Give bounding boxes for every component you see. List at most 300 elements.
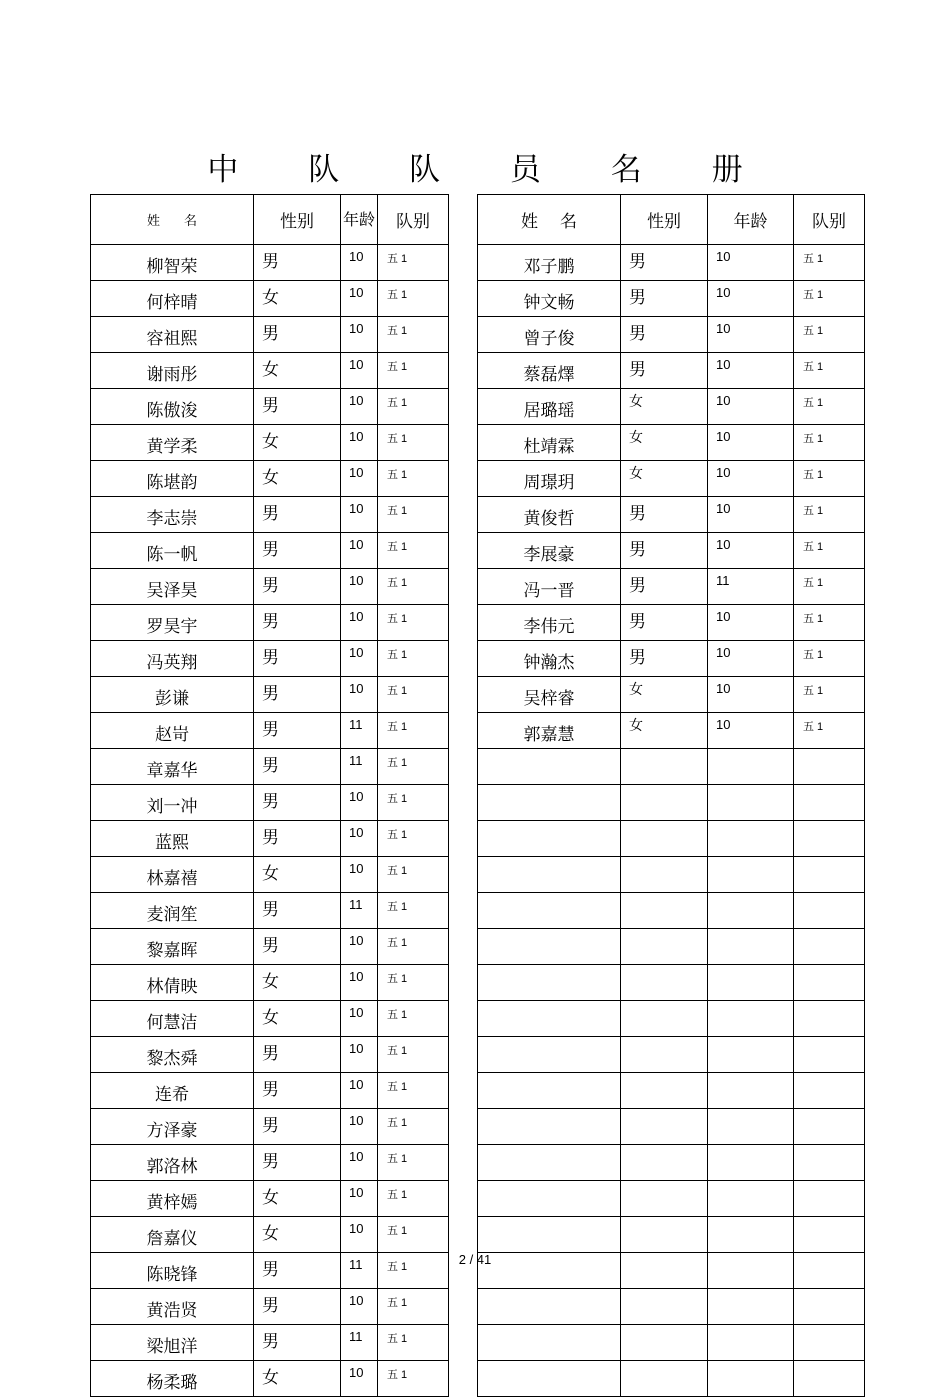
cell-team bbox=[794, 785, 865, 821]
cell-team bbox=[794, 965, 865, 1001]
table-row bbox=[478, 317, 865, 353]
cell-name bbox=[478, 929, 621, 965]
page-title: 中 队 队 员 名 册 bbox=[207, 152, 773, 188]
cell-age: 10 bbox=[708, 641, 794, 677]
cell-age: 10 bbox=[708, 533, 794, 569]
cell-name: 黎嘉晖 bbox=[91, 929, 254, 965]
cell-age: 10 bbox=[341, 1181, 378, 1217]
cell-team bbox=[794, 1181, 865, 1217]
cell-sex bbox=[621, 1073, 708, 1109]
cell-name: 连希 bbox=[91, 1073, 254, 1109]
cell-age: 10 bbox=[708, 497, 794, 533]
table-row bbox=[91, 317, 449, 353]
cell-sex: 男 bbox=[621, 533, 708, 569]
cell-age: 11 bbox=[708, 569, 794, 605]
cell-sex: 男 bbox=[254, 1145, 341, 1181]
cell-name bbox=[478, 1001, 621, 1037]
cell-sex: 女 bbox=[254, 425, 341, 461]
table-row bbox=[91, 245, 449, 281]
cell-age: 11 bbox=[341, 713, 378, 749]
cell-team bbox=[794, 1325, 865, 1361]
table-row bbox=[91, 533, 449, 569]
cell-name: 杨柔璐 bbox=[91, 1361, 254, 1397]
cell-age: 10 bbox=[708, 677, 794, 713]
cell-age: 10 bbox=[341, 569, 378, 605]
cell-age bbox=[708, 1145, 794, 1181]
cell-sex: 女 bbox=[254, 281, 341, 317]
table-row bbox=[478, 1037, 865, 1073]
table-row bbox=[91, 1361, 449, 1397]
cell-team: 五 1 bbox=[378, 425, 449, 461]
cell-sex: 男 bbox=[621, 641, 708, 677]
roster-table-left bbox=[90, 194, 449, 1397]
table-row bbox=[478, 713, 865, 749]
table-row bbox=[91, 1109, 449, 1145]
cell-sex bbox=[621, 1361, 708, 1397]
cell-age: 10 bbox=[341, 1289, 378, 1325]
table-row bbox=[91, 1325, 449, 1361]
header-team: 队别 bbox=[794, 195, 865, 245]
cell-name bbox=[478, 1361, 621, 1397]
cell-sex: 女 bbox=[254, 965, 341, 1001]
table-row bbox=[91, 569, 449, 605]
cell-name bbox=[478, 857, 621, 893]
cell-sex: 男 bbox=[621, 317, 708, 353]
table-row bbox=[91, 785, 449, 821]
cell-name: 黄俊哲 bbox=[478, 497, 621, 533]
cell-name: 陈晓锋 bbox=[91, 1253, 254, 1289]
table-row bbox=[91, 893, 449, 929]
table-row bbox=[91, 461, 449, 497]
cell-age: 10 bbox=[341, 677, 378, 713]
header-sex: 性别 bbox=[254, 195, 341, 245]
cell-age: 10 bbox=[708, 281, 794, 317]
cell-name: 何梓晴 bbox=[91, 281, 254, 317]
table-row bbox=[478, 281, 865, 317]
cell-age: 10 bbox=[708, 317, 794, 353]
table-row bbox=[478, 749, 865, 785]
cell-age: 10 bbox=[341, 1001, 378, 1037]
cell-age: 10 bbox=[341, 425, 378, 461]
cell-name bbox=[478, 1145, 621, 1181]
cell-age: 10 bbox=[341, 1217, 378, 1253]
cell-name bbox=[478, 893, 621, 929]
cell-team: 五 1 bbox=[794, 497, 865, 533]
cell-sex bbox=[621, 1289, 708, 1325]
cell-name: 陈傲浚 bbox=[91, 389, 254, 425]
cell-name: 麦润笙 bbox=[91, 893, 254, 929]
cell-team: 五 1 bbox=[378, 245, 449, 281]
cell-name bbox=[478, 1289, 621, 1325]
cell-team: 五 1 bbox=[378, 1001, 449, 1037]
cell-sex bbox=[621, 1001, 708, 1037]
cell-name: 李展豪 bbox=[478, 533, 621, 569]
cell-team: 五 1 bbox=[378, 749, 449, 785]
table-row bbox=[91, 821, 449, 857]
cell-sex: 男 bbox=[254, 749, 341, 785]
cell-name: 冯英翔 bbox=[91, 641, 254, 677]
cell-age bbox=[708, 1181, 794, 1217]
table-row bbox=[478, 929, 865, 965]
cell-sex: 男 bbox=[254, 1325, 341, 1361]
cell-sex: 男 bbox=[621, 353, 708, 389]
cell-name: 方泽豪 bbox=[91, 1109, 254, 1145]
table-row bbox=[478, 677, 865, 713]
cell-sex: 男 bbox=[254, 641, 341, 677]
cell-team: 五 1 bbox=[794, 317, 865, 353]
cell-name bbox=[478, 785, 621, 821]
table-row bbox=[478, 1145, 865, 1181]
table-row bbox=[91, 713, 449, 749]
cell-name: 彭谦 bbox=[91, 677, 254, 713]
cell-team: 五 1 bbox=[378, 821, 449, 857]
cell-sex: 男 bbox=[254, 1037, 341, 1073]
cell-team: 五 1 bbox=[378, 1361, 449, 1397]
cell-team bbox=[794, 929, 865, 965]
cell-name: 黄学柔 bbox=[91, 425, 254, 461]
cell-age bbox=[708, 1073, 794, 1109]
table-row bbox=[478, 1289, 865, 1325]
table-row bbox=[91, 605, 449, 641]
cell-team bbox=[794, 1037, 865, 1073]
cell-sex bbox=[621, 1181, 708, 1217]
table-row bbox=[91, 1001, 449, 1037]
cell-age: 10 bbox=[708, 425, 794, 461]
cell-team bbox=[794, 1289, 865, 1325]
cell-sex bbox=[621, 929, 708, 965]
header-age: 年龄 bbox=[708, 195, 794, 245]
cell-sex: 女 bbox=[254, 1181, 341, 1217]
cell-sex bbox=[621, 821, 708, 857]
cell-sex bbox=[621, 965, 708, 1001]
cell-sex: 女 bbox=[621, 389, 708, 425]
table-row bbox=[91, 353, 449, 389]
cell-team: 五 1 bbox=[794, 353, 865, 389]
table-row bbox=[91, 1037, 449, 1073]
cell-sex: 男 bbox=[254, 785, 341, 821]
cell-team: 五 1 bbox=[794, 569, 865, 605]
cell-age bbox=[708, 929, 794, 965]
cell-age: 10 bbox=[341, 1073, 378, 1109]
cell-name: 钟文畅 bbox=[478, 281, 621, 317]
roster-table-right bbox=[477, 194, 865, 1397]
cell-name: 吴梓睿 bbox=[478, 677, 621, 713]
cell-sex bbox=[621, 1217, 708, 1253]
cell-team bbox=[794, 1001, 865, 1037]
table-row bbox=[478, 389, 865, 425]
cell-sex: 男 bbox=[254, 1109, 341, 1145]
cell-sex: 女 bbox=[621, 425, 708, 461]
cell-team: 五 1 bbox=[378, 533, 449, 569]
cell-name: 谢雨彤 bbox=[91, 353, 254, 389]
cell-team: 五 1 bbox=[378, 1109, 449, 1145]
cell-team: 五 1 bbox=[378, 1037, 449, 1073]
cell-age bbox=[708, 893, 794, 929]
cell-team: 五 1 bbox=[378, 713, 449, 749]
cell-age: 10 bbox=[341, 785, 378, 821]
cell-team: 五 1 bbox=[378, 1073, 449, 1109]
table-row bbox=[478, 425, 865, 461]
table-row bbox=[91, 749, 449, 785]
cell-age: 10 bbox=[341, 533, 378, 569]
cell-sex: 男 bbox=[621, 497, 708, 533]
cell-name bbox=[478, 1325, 621, 1361]
table-row bbox=[91, 929, 449, 965]
header-team: 队别 bbox=[378, 195, 449, 245]
cell-age: 10 bbox=[341, 641, 378, 677]
cell-team: 五 1 bbox=[378, 965, 449, 1001]
cell-name bbox=[478, 1217, 621, 1253]
cell-sex: 女 bbox=[254, 857, 341, 893]
cell-team: 五 1 bbox=[378, 497, 449, 533]
cell-name: 黄浩贤 bbox=[91, 1289, 254, 1325]
cell-sex: 男 bbox=[254, 929, 341, 965]
cell-age: 10 bbox=[708, 461, 794, 497]
cell-sex: 男 bbox=[254, 389, 341, 425]
cell-age: 10 bbox=[341, 461, 378, 497]
table-row bbox=[478, 1109, 865, 1145]
page-number: 2 / 41 bbox=[458, 1252, 492, 1267]
cell-name: 刘一冲 bbox=[91, 785, 254, 821]
cell-age: 10 bbox=[341, 281, 378, 317]
cell-sex: 男 bbox=[254, 893, 341, 929]
table-row bbox=[478, 569, 865, 605]
cell-name: 蔡磊燡 bbox=[478, 353, 621, 389]
cell-team: 五 1 bbox=[794, 605, 865, 641]
cell-team: 五 1 bbox=[378, 677, 449, 713]
table-row bbox=[478, 497, 865, 533]
cell-age bbox=[708, 1361, 794, 1397]
table-row bbox=[478, 893, 865, 929]
cell-team: 五 1 bbox=[378, 1253, 449, 1289]
cell-name: 林倩映 bbox=[91, 965, 254, 1001]
cell-name: 黄梓嫣 bbox=[91, 1181, 254, 1217]
table-row bbox=[478, 1361, 865, 1397]
cell-sex: 女 bbox=[254, 461, 341, 497]
cell-name: 罗昊宇 bbox=[91, 605, 254, 641]
header-name: 姓名 bbox=[91, 195, 254, 245]
cell-team: 五 1 bbox=[378, 605, 449, 641]
cell-age bbox=[708, 1289, 794, 1325]
cell-sex: 女 bbox=[254, 353, 341, 389]
cell-age: 10 bbox=[341, 605, 378, 641]
cell-team: 五 1 bbox=[378, 389, 449, 425]
cell-age: 10 bbox=[341, 389, 378, 425]
cell-sex bbox=[621, 785, 708, 821]
cell-team bbox=[794, 1145, 865, 1181]
cell-name: 李志崇 bbox=[91, 497, 254, 533]
cell-age: 10 bbox=[341, 497, 378, 533]
table-row bbox=[91, 965, 449, 1001]
cell-age: 10 bbox=[341, 317, 378, 353]
cell-team: 五 1 bbox=[794, 533, 865, 569]
cell-age: 10 bbox=[341, 353, 378, 389]
cell-name bbox=[478, 1181, 621, 1217]
cell-team: 五 1 bbox=[378, 317, 449, 353]
cell-sex: 女 bbox=[621, 461, 708, 497]
cell-name: 李伟元 bbox=[478, 605, 621, 641]
cell-team: 五 1 bbox=[794, 389, 865, 425]
cell-sex: 男 bbox=[254, 569, 341, 605]
cell-team: 五 1 bbox=[378, 1289, 449, 1325]
table-row bbox=[478, 1001, 865, 1037]
cell-team bbox=[794, 893, 865, 929]
cell-team: 五 1 bbox=[378, 857, 449, 893]
table-row bbox=[478, 605, 865, 641]
cell-name: 邓子鹏 bbox=[478, 245, 621, 281]
cell-sex: 男 bbox=[254, 677, 341, 713]
cell-name: 周璟玥 bbox=[478, 461, 621, 497]
header-row bbox=[478, 195, 865, 245]
cell-name: 吴泽昊 bbox=[91, 569, 254, 605]
header-age: 年龄 bbox=[341, 195, 378, 245]
cell-team bbox=[794, 1109, 865, 1145]
cell-age: 10 bbox=[708, 713, 794, 749]
cell-team: 五 1 bbox=[378, 1325, 449, 1361]
cell-sex: 男 bbox=[254, 1253, 341, 1289]
cell-team: 五 1 bbox=[378, 353, 449, 389]
header-row bbox=[91, 195, 449, 245]
cell-team: 五 1 bbox=[794, 641, 865, 677]
table-row bbox=[478, 245, 865, 281]
cell-age bbox=[708, 749, 794, 785]
cell-team bbox=[794, 749, 865, 785]
cell-age: 10 bbox=[708, 605, 794, 641]
cell-team bbox=[794, 857, 865, 893]
cell-sex: 男 bbox=[254, 605, 341, 641]
cell-team bbox=[794, 1361, 865, 1397]
cell-age bbox=[708, 785, 794, 821]
cell-name bbox=[478, 821, 621, 857]
header-sex: 性别 bbox=[621, 195, 708, 245]
cell-name: 曾子俊 bbox=[478, 317, 621, 353]
cell-team: 五 1 bbox=[378, 281, 449, 317]
cell-age: 10 bbox=[341, 1145, 378, 1181]
cell-age bbox=[708, 821, 794, 857]
cell-name: 钟瀚杰 bbox=[478, 641, 621, 677]
cell-age bbox=[708, 1001, 794, 1037]
table-row bbox=[478, 857, 865, 893]
table-row bbox=[91, 389, 449, 425]
cell-team: 五 1 bbox=[378, 1217, 449, 1253]
table-row bbox=[478, 1181, 865, 1217]
cell-sex: 男 bbox=[621, 245, 708, 281]
cell-age bbox=[708, 1109, 794, 1145]
table-row bbox=[478, 965, 865, 1001]
cell-sex bbox=[621, 1037, 708, 1073]
cell-name: 柳智荣 bbox=[91, 245, 254, 281]
cell-age bbox=[708, 1217, 794, 1253]
table-row bbox=[91, 857, 449, 893]
cell-age: 10 bbox=[341, 821, 378, 857]
cell-age: 10 bbox=[341, 857, 378, 893]
cell-age bbox=[708, 1037, 794, 1073]
cell-team: 五 1 bbox=[794, 425, 865, 461]
cell-age: 10 bbox=[708, 353, 794, 389]
cell-age: 10 bbox=[708, 389, 794, 425]
cell-age: 10 bbox=[341, 1361, 378, 1397]
table-row bbox=[478, 353, 865, 389]
cell-sex bbox=[621, 1109, 708, 1145]
cell-name: 詹嘉仪 bbox=[91, 1217, 254, 1253]
cell-team: 五 1 bbox=[378, 461, 449, 497]
cell-team: 五 1 bbox=[794, 677, 865, 713]
cell-team: 五 1 bbox=[378, 641, 449, 677]
cell-sex bbox=[621, 857, 708, 893]
cell-name: 容祖熙 bbox=[91, 317, 254, 353]
cell-name: 冯一晋 bbox=[478, 569, 621, 605]
cell-sex: 女 bbox=[254, 1361, 341, 1397]
cell-age bbox=[708, 965, 794, 1001]
cell-team: 五 1 bbox=[378, 569, 449, 605]
cell-name: 居璐瑶 bbox=[478, 389, 621, 425]
table-row bbox=[91, 1181, 449, 1217]
cell-team: 五 1 bbox=[794, 245, 865, 281]
cell-sex: 男 bbox=[621, 605, 708, 641]
cell-age: 10 bbox=[341, 929, 378, 965]
cell-age: 10 bbox=[341, 245, 378, 281]
cell-name: 林嘉禧 bbox=[91, 857, 254, 893]
cell-name bbox=[478, 1109, 621, 1145]
table-row bbox=[91, 497, 449, 533]
table-row bbox=[478, 1325, 865, 1361]
cell-sex bbox=[621, 1145, 708, 1181]
cell-sex bbox=[621, 749, 708, 785]
cell-team bbox=[794, 1217, 865, 1253]
cell-sex: 男 bbox=[254, 317, 341, 353]
cell-name: 何慧洁 bbox=[91, 1001, 254, 1037]
cell-age bbox=[708, 857, 794, 893]
table-row bbox=[91, 1217, 449, 1253]
table-row bbox=[478, 461, 865, 497]
cell-team: 五 1 bbox=[794, 461, 865, 497]
cell-name: 陈一帆 bbox=[91, 533, 254, 569]
cell-sex: 男 bbox=[254, 821, 341, 857]
table-row bbox=[478, 821, 865, 857]
header-name: 姓名 bbox=[478, 195, 621, 245]
cell-name: 郭洛林 bbox=[91, 1145, 254, 1181]
cell-name: 陈堪韵 bbox=[91, 461, 254, 497]
cell-name bbox=[478, 965, 621, 1001]
cell-sex: 女 bbox=[621, 713, 708, 749]
cell-age: 10 bbox=[341, 1109, 378, 1145]
cell-age: 11 bbox=[341, 1325, 378, 1361]
table-row bbox=[478, 1073, 865, 1109]
cell-team bbox=[794, 821, 865, 857]
cell-age: 11 bbox=[341, 893, 378, 929]
cell-sex: 男 bbox=[254, 1289, 341, 1325]
cell-team bbox=[794, 1073, 865, 1109]
table-row bbox=[91, 1073, 449, 1109]
cell-age: 10 bbox=[341, 1037, 378, 1073]
cell-sex: 女 bbox=[621, 677, 708, 713]
cell-sex bbox=[621, 893, 708, 929]
cell-sex: 男 bbox=[621, 281, 708, 317]
cell-age: 11 bbox=[341, 749, 378, 785]
cell-age: 10 bbox=[708, 245, 794, 281]
cell-sex: 男 bbox=[254, 1073, 341, 1109]
cell-age: 10 bbox=[341, 965, 378, 1001]
cell-team: 五 1 bbox=[378, 1181, 449, 1217]
cell-name bbox=[478, 749, 621, 785]
cell-age: 11 bbox=[341, 1253, 378, 1289]
table-row bbox=[91, 677, 449, 713]
table-row bbox=[478, 785, 865, 821]
cell-name: 郭嘉慧 bbox=[478, 713, 621, 749]
cell-team: 五 1 bbox=[794, 281, 865, 317]
cell-name bbox=[478, 1037, 621, 1073]
table-row bbox=[91, 281, 449, 317]
